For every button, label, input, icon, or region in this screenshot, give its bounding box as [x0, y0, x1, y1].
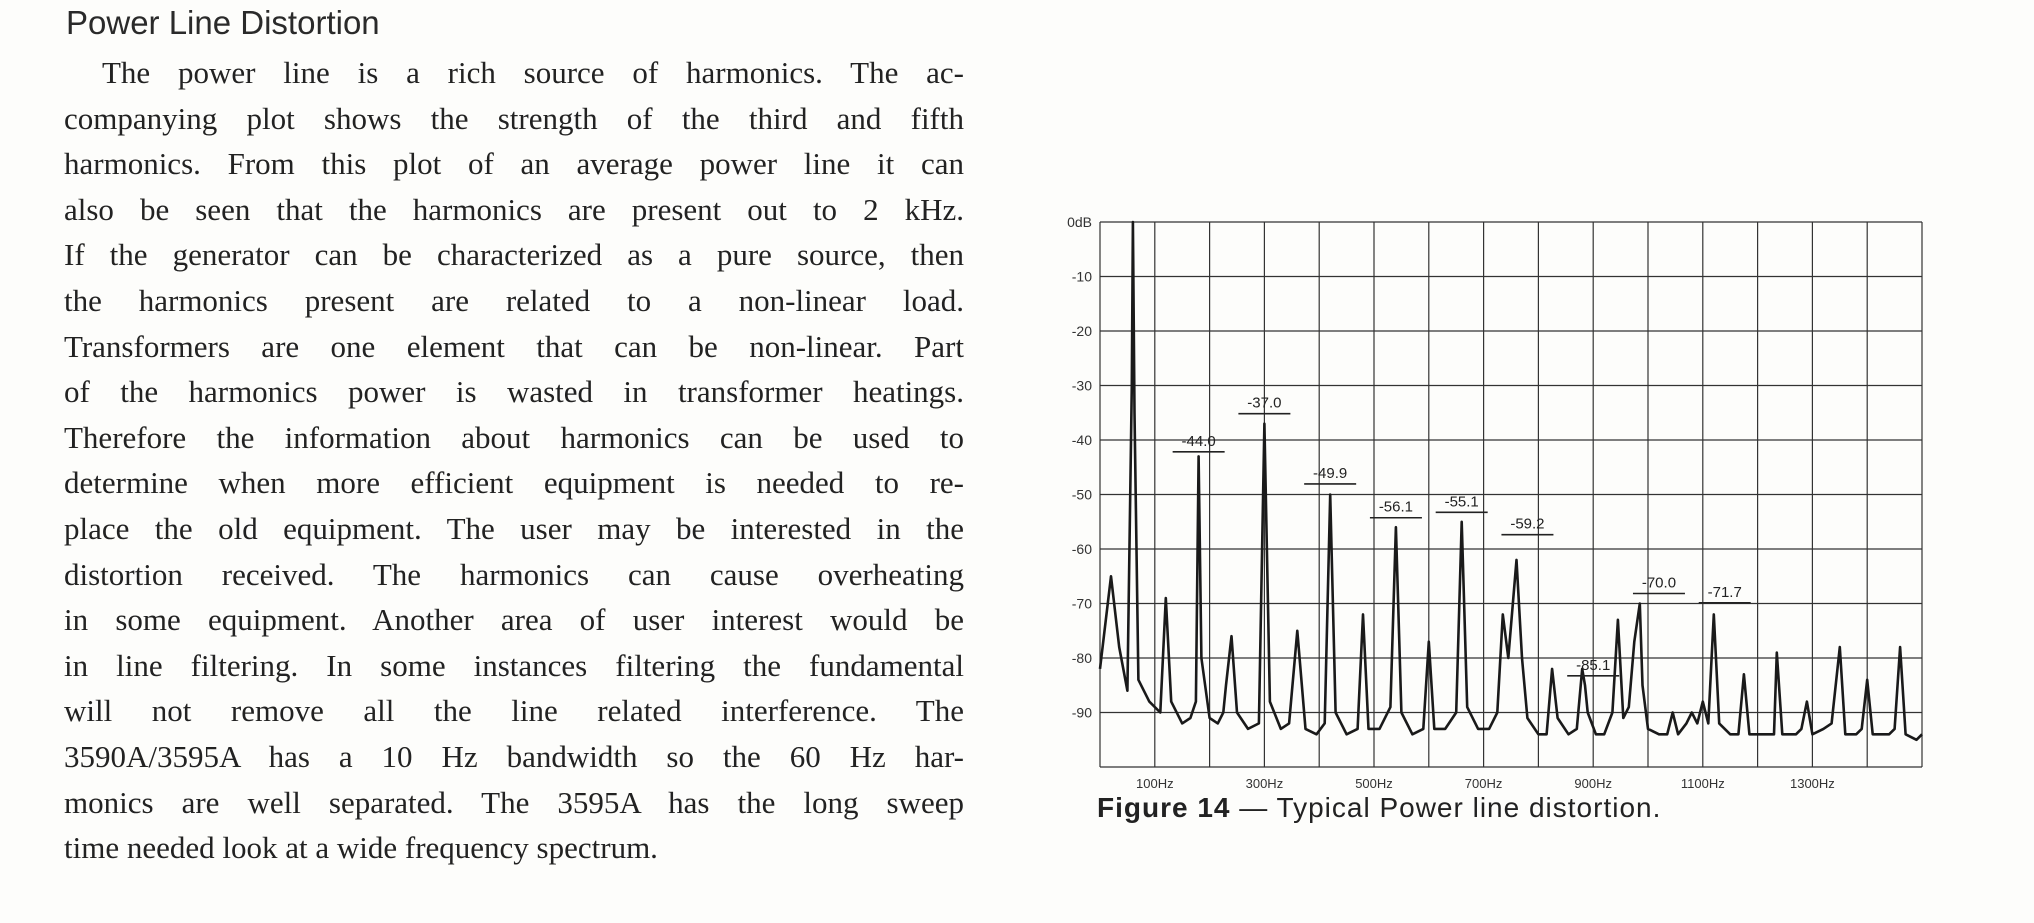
y-tick-label: -60	[1071, 541, 1092, 557]
body-paragraph	[64, 50, 964, 871]
figure-14	[1040, 200, 1980, 850]
x-tick-label: 500Hz	[1355, 776, 1393, 791]
paragraph-line: will not remove all the line related interference. The	[64, 693, 964, 729]
x-tick-label: 900Hz	[1574, 776, 1612, 791]
paragraph-line: If the generator can be characterized as a pure source, then	[64, 237, 964, 273]
x-tick-label: 700Hz	[1464, 776, 1503, 791]
y-tick-label: -80	[1071, 650, 1092, 666]
paragraph-line: monics are well separated. The 3595A has the long sweep	[64, 784, 964, 820]
x-axis-labels	[1136, 776, 1835, 791]
paragraph-line: harmonics. From this plot of an average power line it can	[64, 146, 964, 182]
paragraph-line: companying plot shows the strength of the third and fifth	[64, 100, 964, 136]
y-tick-label: -10	[1071, 268, 1092, 285]
section-heading: Power Line Distortion	[66, 4, 380, 41]
paragraph-line: in some equipment. Another area of user interest would be	[64, 602, 964, 638]
paragraph-line: time needed look at a wide frequency spectrum.	[64, 830, 658, 866]
annotation-label: -55.1	[1444, 493, 1479, 511]
spectrum-trace	[1100, 222, 1922, 740]
chart-grid	[1100, 222, 1922, 767]
spectrum-chart	[1040, 200, 1980, 791]
paragraph-line: of the harmonics power is wasted in transformer heatings.	[64, 374, 964, 410]
y-tick-label: -50	[1071, 486, 1092, 503]
annotation-label: -59.2	[1510, 515, 1545, 533]
paragraph-line: Transformers are one element that can be non-linear. Part	[64, 328, 964, 364]
figure-caption-label: Figure 14	[1097, 792, 1231, 823]
paragraph-line: 3590A/3595A has a 10 Hz bandwidth so the 60 Hz har-	[64, 738, 964, 774]
annotation-label: -85.1	[1576, 656, 1611, 674]
paragraph-line: Therefore the information about harmonics can be used to	[64, 419, 964, 455]
annotation-label: -49.9	[1313, 464, 1348, 482]
annotation-label: -44.0	[1181, 432, 1216, 450]
x-tick-label: 1100Hz	[1680, 776, 1725, 791]
annotation-label: -37.0	[1247, 394, 1282, 412]
figure-caption	[1097, 792, 1661, 824]
annotation-label: -70.0	[1641, 574, 1677, 592]
x-tick-label: 100Hz	[1136, 776, 1174, 791]
y-tick-label: -30	[1071, 377, 1092, 394]
paragraph-line: place the old equipment. The user may be interested in the	[64, 510, 964, 546]
paragraph-line: The power line is a rich source of harmonics. The ac-	[102, 55, 964, 90]
y-tick-label: 0dB	[1067, 214, 1092, 230]
paragraph-line: also be seen that the harmonics are present out to 2 kHz.	[64, 191, 964, 227]
y-tick-label: -20	[1071, 323, 1092, 339]
y-tick-label: -70	[1071, 595, 1092, 612]
paragraph-line: in line filtering. In some instances filtering the fundamental	[64, 647, 964, 683]
paragraph-line: the harmonics present are related to a non-linear load.	[64, 282, 964, 318]
paragraph-line: determine when more efficient equipment is needed to re-	[64, 465, 964, 501]
annotation-label: -56.1	[1378, 498, 1414, 516]
y-tick-label: -90	[1071, 704, 1092, 721]
paragraph-line: distortion received. The harmonics can cause overheating	[64, 556, 964, 592]
figure-caption-text: — Typical Power line distortion.	[1239, 792, 1662, 823]
annotation-label: -71.7	[1707, 583, 1742, 601]
y-axis-labels	[1067, 214, 1092, 721]
x-tick-label: 1300Hz	[1789, 776, 1835, 791]
x-tick-label: 300Hz	[1245, 776, 1284, 791]
y-tick-label: -40	[1071, 432, 1092, 448]
